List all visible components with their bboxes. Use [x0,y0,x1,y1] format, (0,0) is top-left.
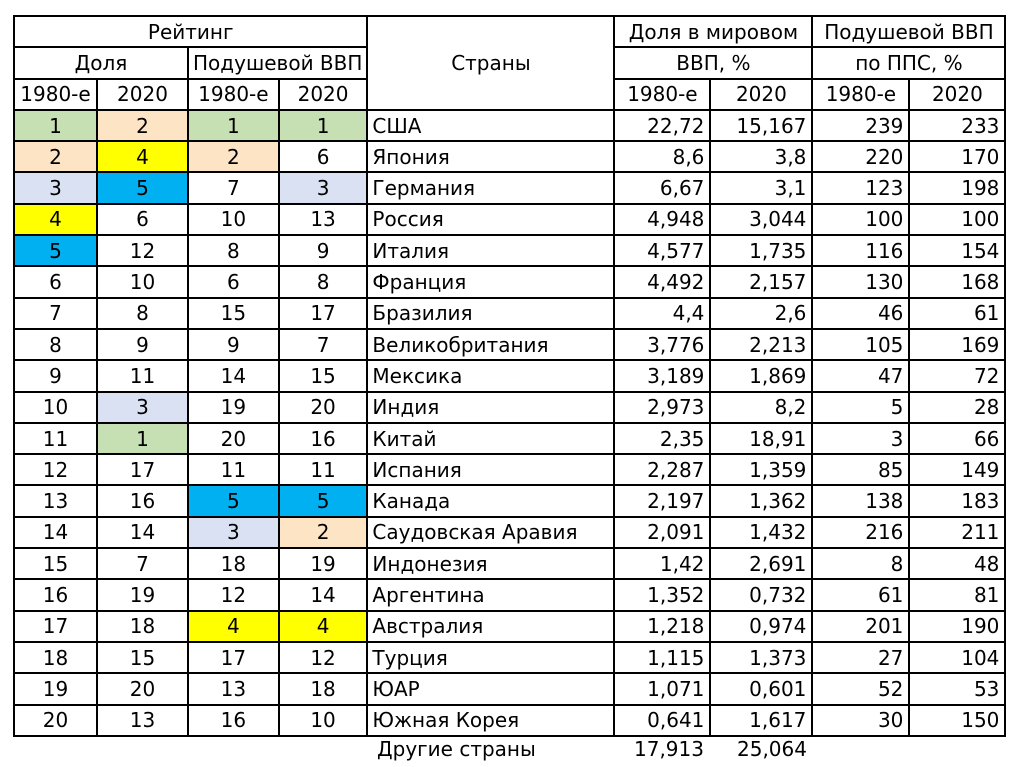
rank-share-2020: 18 [97,611,188,642]
rank-percap-1980: 9 [188,329,279,360]
ppp-1980: 116 [812,235,909,266]
other-countries-label: Другие страны [377,737,536,761]
rank-share-1980: 1 [14,110,97,141]
ppp-2020: 190 [909,611,1005,642]
rank-percap-1980: 4 [188,611,279,642]
rank-percap-1980: 2 [188,141,279,172]
rank-share-2020: 6 [97,204,188,235]
rank-percap-1980: 14 [188,360,279,391]
ppp-1980: 8 [812,548,909,579]
share-subheader: Доля [14,47,188,78]
rank-percap-2020: 9 [279,235,368,266]
gdp-rating-table [13,15,1006,737]
rank-percap-2020: 6 [279,141,368,172]
world-share-1980: 2,973 [614,392,710,423]
rank-percap-1980: 18 [188,548,279,579]
ppp-1980: 3 [812,423,909,454]
rank-share-2020: 11 [97,360,188,391]
table-row [14,485,1005,516]
year-header-ppp-1980: 1980-е [812,79,909,110]
rank-share-1980: 15 [14,548,97,579]
table-row [14,204,1005,235]
rank-percap-1980: 12 [188,579,279,610]
world-share-2020: 1,432 [710,517,812,548]
ppp-2020: 66 [909,423,1005,454]
world-share-2020: 1,362 [710,485,812,516]
rank-share-2020: 20 [97,673,188,704]
country-name: Австралия [367,611,614,642]
rank-percap-2020: 7 [279,329,368,360]
world-share-1980: 4,577 [614,235,710,266]
table-row [14,172,1005,203]
table-row [14,548,1005,579]
rank-share-1980: 12 [14,454,97,485]
world-share-2020: 3,1 [710,172,812,203]
world-share-2020: 2,157 [710,266,812,297]
rank-share-2020: 16 [97,485,188,516]
rank-share-1980: 19 [14,673,97,704]
rank-percap-1980: 10 [188,204,279,235]
country-name: Индонезия [367,548,614,579]
ppp-2020: 104 [909,642,1005,673]
ppp-2020: 81 [909,579,1005,610]
world-share-1980: 8,6 [614,141,710,172]
country-name: Япония [367,141,614,172]
rank-share-2020: 3 [97,392,188,423]
rank-percap-2020: 12 [279,642,368,673]
world-share-2020: 1,617 [710,705,812,736]
world-share-1980: 2,197 [614,485,710,516]
world-share-1980: 1,42 [614,548,710,579]
world-share-2020: 2,213 [710,329,812,360]
ppp-1980: 52 [812,673,909,704]
ppp-2020: 170 [909,141,1005,172]
rank-percap-1980: 7 [188,172,279,203]
rank-percap-1980: 20 [188,423,279,454]
world-share-2020: 0,601 [710,673,812,704]
ppp-2020: 154 [909,235,1005,266]
table-row [14,579,1005,610]
rank-share-2020: 9 [97,329,188,360]
ppp-1980: 61 [812,579,909,610]
rank-percap-2020: 14 [279,579,368,610]
rank-percap-2020: 11 [279,454,368,485]
world-share-1980: 4,948 [614,204,710,235]
country-name: Бразилия [367,298,614,329]
table-row [14,517,1005,548]
rank-percap-1980: 11 [188,454,279,485]
world-share-2020: 0,732 [710,579,812,610]
rank-percap-2020: 2 [279,517,368,548]
ppp-1980: 46 [812,298,909,329]
table-row [14,110,1005,141]
rank-percap-1980: 19 [188,392,279,423]
table-row [14,673,1005,704]
rank-share-1980: 13 [14,485,97,516]
rank-share-2020: 13 [97,705,188,736]
world-share-2020: 8,2 [710,392,812,423]
rank-percap-2020: 4 [279,611,368,642]
world-share-1980: 1,115 [614,642,710,673]
world-share-1980: 6,67 [614,172,710,203]
ppp-1980: 27 [812,642,909,673]
rank-share-1980: 7 [14,298,97,329]
country-name: Франция [367,266,614,297]
country-name: Мексика [367,360,614,391]
rank-share-2020: 19 [97,579,188,610]
world-share-2020: 0,974 [710,611,812,642]
rank-percap-2020: 5 [279,485,368,516]
table-row [14,705,1005,736]
world-share-1980: 4,492 [614,266,710,297]
table-row [14,423,1005,454]
ppp-2020: 149 [909,454,1005,485]
table-row [14,360,1005,391]
ppp-1980: 216 [812,517,909,548]
ppp-2020: 100 [909,204,1005,235]
header-row-1 [14,16,1005,47]
ppp-2020: 53 [909,673,1005,704]
world-share-1980: 2,287 [614,454,710,485]
rank-share-1980: 3 [14,172,97,203]
year-header-world-1980: 1980-е [614,79,710,110]
year-header-percap-1980: 1980-е [188,79,279,110]
rank-percap-2020: 13 [279,204,368,235]
rank-share-1980: 8 [14,329,97,360]
world-share-header-line2: ВВП, % [614,47,812,78]
rank-share-1980: 5 [14,235,97,266]
country-name: Индия [367,392,614,423]
country-name: Германия [367,172,614,203]
rank-percap-1980: 8 [188,235,279,266]
rank-percap-2020: 8 [279,266,368,297]
table-row [14,611,1005,642]
ppp-2020: 168 [909,266,1005,297]
year-header-world-2020: 2020 [710,79,812,110]
world-share-header-line1: Доля в мировом [614,16,812,47]
ppp-1980: 130 [812,266,909,297]
rank-share-2020: 15 [97,642,188,673]
world-share-1980: 22,72 [614,110,710,141]
ppp-2020: 233 [909,110,1005,141]
per-capita-subheader: Подушевой ВВП [188,47,367,78]
country-name: США [367,110,614,141]
country-name: Италия [367,235,614,266]
country-name: Россия [367,204,614,235]
table-row [14,329,1005,360]
country-name: Южная Корея [367,705,614,736]
year-header-ppp-2020: 2020 [909,79,1005,110]
country-name: Саудовская Аравия [367,517,614,548]
country-name: Великобритания [367,329,614,360]
country-name: Испания [367,454,614,485]
rank-share-2020: 4 [97,141,188,172]
table-row [14,454,1005,485]
rank-percap-1980: 6 [188,266,279,297]
world-share-2020: 2,691 [710,548,812,579]
rank-share-1980: 6 [14,266,97,297]
world-share-1980: 1,218 [614,611,710,642]
ppp-2020: 183 [909,485,1005,516]
rank-percap-2020: 3 [279,172,368,203]
other-countries-1980: 17,913 [634,737,704,761]
world-share-1980: 1,352 [614,579,710,610]
rank-percap-1980: 15 [188,298,279,329]
world-share-2020: 1,373 [710,642,812,673]
rank-share-1980: 2 [14,141,97,172]
world-share-2020: 3,8 [710,141,812,172]
world-share-2020: 3,044 [710,204,812,235]
world-share-2020: 15,167 [710,110,812,141]
world-share-1980: 3,776 [614,329,710,360]
table-row [14,235,1005,266]
table-row [14,266,1005,297]
ppp-1980: 47 [812,360,909,391]
world-share-1980: 1,071 [614,673,710,704]
world-share-2020: 1,869 [710,360,812,391]
country-name: Турция [367,642,614,673]
country-name: Китай [367,423,614,454]
ppp-header-line2: по ППС, % [812,47,1005,78]
rank-share-2020: 10 [97,266,188,297]
ppp-1980: 105 [812,329,909,360]
table-row [14,298,1005,329]
rank-share-1980: 9 [14,360,97,391]
ppp-header-line1: Подушевой ВВП [812,16,1005,47]
country-name: Канада [367,485,614,516]
table-row [14,642,1005,673]
ppp-1980: 30 [812,705,909,736]
ppp-1980: 123 [812,172,909,203]
rank-percap-2020: 1 [279,110,368,141]
rank-share-2020: 14 [97,517,188,548]
ppp-2020: 198 [909,172,1005,203]
year-header-share-1980: 1980-е [14,79,97,110]
ppp-1980: 100 [812,204,909,235]
ppp-1980: 201 [812,611,909,642]
world-share-2020: 2,6 [710,298,812,329]
rank-share-2020: 5 [97,172,188,203]
ppp-1980: 220 [812,141,909,172]
rank-share-1980: 17 [14,611,97,642]
world-share-1980: 2,091 [614,517,710,548]
ppp-1980: 85 [812,454,909,485]
rank-percap-1980: 1 [188,110,279,141]
world-share-1980: 0,641 [614,705,710,736]
year-header-share-2020: 2020 [97,79,188,110]
rank-percap-1980: 13 [188,673,279,704]
world-share-1980: 4,4 [614,298,710,329]
rank-share-2020: 8 [97,298,188,329]
country-name: Аргентина [367,579,614,610]
ppp-2020: 28 [909,392,1005,423]
rating-header: Рейтинг [14,16,367,47]
ppp-2020: 211 [909,517,1005,548]
rank-share-2020: 7 [97,548,188,579]
rank-share-1980: 14 [14,517,97,548]
world-share-1980: 2,35 [614,423,710,454]
ppp-1980: 138 [812,485,909,516]
rank-percap-1980: 5 [188,485,279,516]
rank-share-1980: 20 [14,705,97,736]
rank-share-1980: 10 [14,392,97,423]
rank-percap-2020: 17 [279,298,368,329]
rank-percap-2020: 16 [279,423,368,454]
ppp-2020: 72 [909,360,1005,391]
world-share-1980: 3,189 [614,360,710,391]
year-header-percap-2020: 2020 [279,79,368,110]
table-row [14,392,1005,423]
ppp-2020: 61 [909,298,1005,329]
rank-percap-2020: 10 [279,705,368,736]
rank-share-2020: 1 [97,423,188,454]
country-name: ЮАР [367,673,614,704]
ppp-2020: 169 [909,329,1005,360]
rank-share-2020: 17 [97,454,188,485]
rank-percap-1980: 16 [188,705,279,736]
ppp-1980: 5 [812,392,909,423]
other-countries-2020: 25,064 [737,737,807,761]
rank-percap-2020: 19 [279,548,368,579]
world-share-2020: 18,91 [710,423,812,454]
countries-header: Страны [367,16,614,110]
rating-table-container [13,15,1006,737]
rank-share-1980: 16 [14,579,97,610]
rank-percap-2020: 18 [279,673,368,704]
rank-share-1980: 18 [14,642,97,673]
ppp-2020: 150 [909,705,1005,736]
ppp-2020: 48 [909,548,1005,579]
ppp-1980: 239 [812,110,909,141]
rank-percap-2020: 15 [279,360,368,391]
rank-share-1980: 4 [14,204,97,235]
rank-percap-1980: 3 [188,517,279,548]
rank-percap-1980: 17 [188,642,279,673]
world-share-2020: 1,359 [710,454,812,485]
rank-share-1980: 11 [14,423,97,454]
rank-percap-2020: 20 [279,392,368,423]
rank-share-2020: 12 [97,235,188,266]
world-share-2020: 1,735 [710,235,812,266]
table-row [14,141,1005,172]
rank-share-2020: 2 [97,110,188,141]
